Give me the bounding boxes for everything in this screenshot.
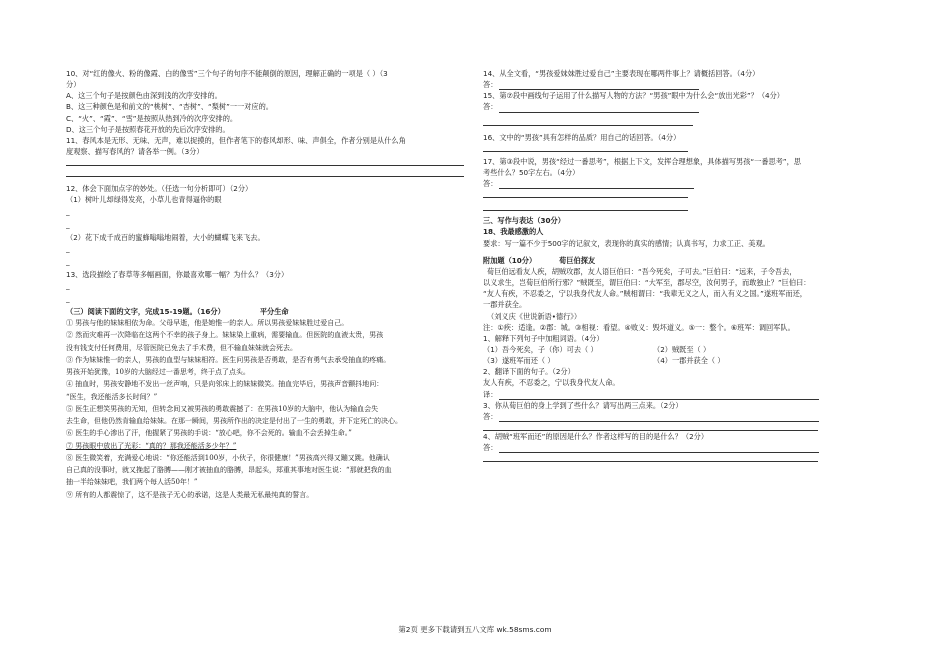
passage-p5-line-1: ⑤ 医生正想笑男孩的无知，但转念间又被男孩的勇敢震撼了：在男孩10岁的大脑中，他认为输血会失	[66, 404, 379, 413]
bonus-q2-sentence: 友人有疾，不忍委之，宁以我身代友人命。	[483, 378, 620, 388]
bonus-q4-answer[interactable]	[483, 442, 883, 453]
q17-line-1: 17、第③段中说，男孩“经过一番思考”，根据上下文，发挥合理想象，具体描写男孩“一番思考”，思	[483, 156, 801, 166]
right-column	[483, 68, 883, 462]
passage-p5-line-2: 去生命，但他仍然肯输血给妹妹。在那一瞬间，男孩所作出的决定是付出了一生的勇敢，并下定死亡的决心。	[66, 417, 402, 426]
q17-line-2: 考些什么？50字左右。（4分）	[483, 167, 580, 177]
bonus-q3-answer[interactable]	[483, 411, 883, 422]
bonus-q1-item-4[interactable]: （4）一郡并获全（ ）	[653, 356, 725, 366]
q10-option-d: D、这三个句子是按照春花开放的先后次序安排的。	[66, 124, 230, 134]
passage-p8-line-3: 抽一半给妹妹吧，我们两个每人活50年！”	[66, 478, 198, 487]
answer-line[interactable]	[66, 168, 464, 177]
answer-dash[interactable]: _	[66, 206, 70, 216]
bonus-q1: 1、解释下列句子中加粗词语。（4分）	[483, 333, 604, 343]
bonus-q4: 4、胡贼“班军而还”的原因是什么？作者这样写的目的是什么？（2分）	[483, 432, 709, 442]
bonus-q2-answer[interactable]	[483, 389, 883, 400]
passage-p7: ⑦ 男孩眼中放出了光彩：“真的？那我还能活多少年？”	[66, 441, 237, 450]
classical-line-1: 荀巨伯远看友人疾，胡贼攻郡，友人语巨伯曰：“吾今死矣，子可去。”巨伯曰：“远来，子令吾去，	[487, 266, 797, 276]
answer-line[interactable]	[499, 444, 819, 453]
classical-notes: 注：①疾：适逢。②郡：城。③相视：看望。④败义：毁坏道义。⑤一：整个。⑥班军：调回军队。	[483, 322, 795, 332]
passage-title: 平分生命	[259, 306, 289, 316]
q12-sentence-2: （2）花下成千成百的蜜蜂嗡嗡地闹着，大小的蝴蝶飞来飞去。	[66, 232, 265, 242]
q10-option-c: C、“火”、“霞”、“雪”是按照从热到冷的次序安排的。	[66, 113, 238, 123]
passage-p3-line-2: 男孩开始犹豫，10岁的大脑经过一番思考，终于点了点头。	[66, 368, 250, 377]
answer-line[interactable]	[483, 117, 693, 126]
q13-prompt: 13、选段描绘了春草等多幅画面，你最喜欢哪一幅？为什么？（3分）	[66, 269, 289, 279]
answer-line[interactable]	[499, 81, 699, 90]
answer-dash[interactable]: _	[66, 219, 70, 229]
q15-answer[interactable]	[483, 101, 883, 112]
answer-line[interactable]	[483, 422, 818, 431]
answer-label: 答：	[483, 80, 498, 90]
answer-line[interactable]	[483, 143, 688, 152]
q18-title: 18、我最感激的人	[483, 227, 544, 237]
answer-line[interactable]	[499, 391, 819, 400]
bonus-q3: 3、你从荀巨伯的身上学到了些什么？请写出两三点来。（2分）	[483, 400, 683, 410]
answer-line[interactable]	[66, 157, 464, 166]
answer-dash[interactable]: _	[66, 280, 70, 290]
q11-line-2: 度观察、描写春风的？请各举一例。（3分）	[66, 147, 204, 157]
q16-prompt: 16、文中的“男孩”具有怎样的品质？用自己的话回答。（4分）	[483, 132, 681, 142]
answer-label: 答：	[483, 102, 498, 112]
passage-p8-line-1: ⑧ 医生微笑着，充满爱心地说：“你还能活到100岁，小伙子，你很健康！”男孩高兴得又蹦又跳。他确认	[66, 453, 390, 462]
q10-option-a: A、这三个句子是按颜色由深到浅的次序安排的。	[66, 91, 222, 101]
left-column	[66, 68, 464, 501]
passage-p9: ⑨ 所有的人都震惊了，这不是孩子无心的承诺，这是人类最无私最纯真的誓言。	[66, 490, 314, 499]
answer-line[interactable]	[499, 104, 699, 113]
passage-p4-line-1: ④ 抽血时，男孩安静地不发出一丝声响，只是向邻床上的妹妹微笑。抽血完毕后，男孩声音颤抖地问：	[66, 380, 384, 389]
passage-p2-line-2: 没有钱支付任何费用，尽管医院已免去了手术费，但不输血妹妹就会死去。	[66, 343, 297, 352]
answer-dash[interactable]: _	[66, 243, 70, 253]
section-writing-heading: 三、写作与表达（30分）	[483, 216, 565, 226]
bonus-heading	[483, 255, 883, 266]
q18-requirement: 要求：写一篇不少于500字的记叙文，表现你的真实的感情；认真书写，力求工正、美观。	[483, 238, 770, 248]
q10-line-1: 10、对“红的像火、粉的像霞、白的像雪”三个句子的句序不能颠倒的原因，理解正确的一项是（ ）（3	[66, 69, 388, 78]
classical-source: （刘义庆《世说新语•德行》）	[487, 311, 582, 321]
passage-p1: ① 男孩与他的妹妹相依为命。父母早逝，他是她惟一的亲人。所以男孩爱妹妹胜过爱自己。	[66, 319, 349, 328]
q12-sentence-1: （1）树叶儿却绿得发亮，小草儿也青得逼你的眼	[66, 195, 222, 205]
q10-option-b: B、这三种颜色是和前文的“桃树”、“杏树”、“梨树”一一对应的。	[66, 102, 273, 112]
q10-line-2: 分）	[66, 80, 81, 90]
section-3-instructions: （三）阅读下面的文字，完成15-19题。（16分）	[66, 306, 225, 316]
q14-prompt: 14、从全文看，“男孩爱妹妹胜过爱自己”主要表现在哪两件事上？请概括回答。（4分）	[483, 69, 760, 78]
passage-p2-line-1: ② 然而灾难再一次降临在这两个不幸的孩子身上。妹妹染上重病，需要输血。但医院的血液太贵，男孩	[66, 331, 384, 340]
passage-p8-line-2: 自己真的没事时，就又挽起了胳膊——刚才被抽血的胳膊，昂起头，郑重其事地对医生说：“那就把我的血	[66, 466, 392, 475]
answer-label: 答：	[483, 411, 498, 421]
answer-dash[interactable]: _	[66, 293, 70, 303]
bonus-q1-row-1	[483, 344, 883, 355]
page-footer: 第2页 更多下载请到五八文库 wk.58sms.com	[398, 625, 552, 634]
bonus-q1-item-3[interactable]: （3）遂班军而还（ ）	[483, 356, 555, 366]
bonus-title: 荀巨伯探友	[559, 255, 596, 265]
classical-line-4: 一郡并获全。	[483, 300, 527, 310]
section-3-heading	[66, 306, 464, 317]
bonus-q1-item-1[interactable]: （1）吾今死矣，子（你）可去（ ）	[483, 344, 598, 354]
answer-line[interactable]	[483, 189, 688, 198]
passage-p3-line-1: ③ 作为妹妹惟一的亲人，男孩的血型与妹妹相符。医生问男孩是否勇敢，是否有勇气去承受抽血的疼痛。	[66, 355, 391, 364]
q17-answer[interactable]	[483, 178, 883, 189]
answer-line[interactable]	[483, 202, 688, 211]
answer-line[interactable]	[483, 453, 818, 462]
answer-line[interactable]	[499, 180, 694, 189]
passage	[66, 317, 464, 501]
q15-prompt: 15、第⑦段中画线句子运用了什么描写人物的方法？“男孩”眼中为什么会“放出光彩”？（4分）	[483, 91, 784, 101]
answer-dash[interactable]: _	[66, 256, 70, 266]
q14-answer[interactable]	[483, 79, 883, 90]
q11-line-1: 11、春风本是无形、无味、无声，难以捉摸的，但作者笔下的春风却形、味、声俱全，作者分别是从什么角	[66, 135, 406, 145]
passage-p6: ⑥ 医生的手心渗出了汗，他握紧了男孩的手说：“放心吧，你不会死的。输血不会丢掉生命。”	[66, 429, 352, 438]
translate-label: 译：	[483, 389, 498, 399]
bonus-q1-item-2[interactable]: （2）贼既至（ ）	[653, 344, 711, 354]
answer-label: 答：	[483, 443, 498, 453]
passage-p4-line-2: “医生，我还能活多长时间？”	[66, 392, 158, 401]
answer-label: 答：	[483, 179, 498, 189]
classical-line-2: 以义求生，岂荀巨伯所行邪？”贼既至，谓巨伯曰：“大军至，郡尽空，汝何男子，而敢独止？”巨伯曰：	[483, 278, 811, 288]
classical-line-3: “友人有疾，不忍委之，宁以我身代友人命。”贼相谓曰：“我辈无义之人，而入有义之国。”遂班军而还，	[483, 289, 807, 299]
answer-line[interactable]	[499, 413, 819, 422]
bonus-q2: 2、翻译下面的句子。（2分）	[483, 367, 575, 377]
bonus-q1-row-2	[483, 355, 883, 366]
q12-prompt: 12、体会下面加点字的妙处。（任选一句分析即可）（2分）	[66, 184, 253, 194]
bonus-label: 附加题（10分）	[483, 255, 537, 265]
